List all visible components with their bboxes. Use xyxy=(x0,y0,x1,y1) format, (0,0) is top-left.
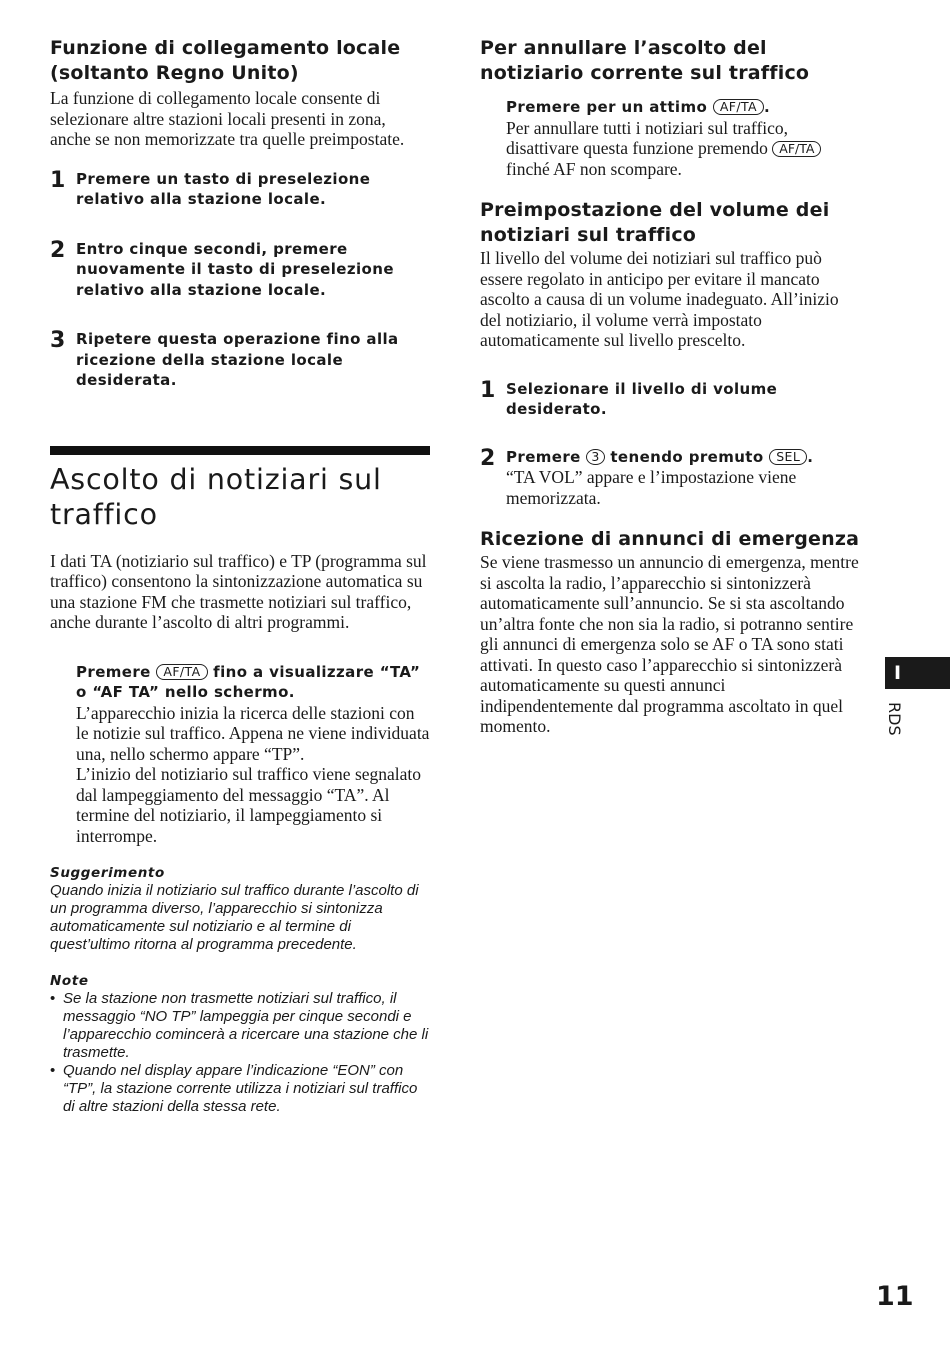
step-content xyxy=(506,447,860,509)
cancel-instruction xyxy=(506,97,860,179)
emergency-body: Se viene trasmesso un annuncio di emergenza, mentre si ascolta la radio, l’apparecchio si sintonizzerà automaticamente sull’annuncio. Se si sta ascoltando un’altra fonte che non sia la radio, si potranno sentire gli annunci di emergenza solo se AF o TA sono stati attivati. In questo caso l’apparecchio si sintonizzerà automaticamente su questi annunci indipendentemente dal programma ascoltato in quel momento. xyxy=(480,552,859,736)
traffic-section-title: Ascolto di notiziari sul traffico xyxy=(50,462,382,531)
notes-label: Note xyxy=(50,973,89,989)
step-text: Premere 3 tenendo premuto SEL . xyxy=(506,447,814,466)
volume-step-2 xyxy=(480,447,860,509)
instruction-text: Premere AF/TA fino a visualizzare “TA” o “AF TA” nello schermo. xyxy=(76,662,421,701)
af-ta-key: AF/TA xyxy=(713,99,764,115)
step-text: Entro cinque secondi, premere nuovamente il tasto di preselezione relativo alla stazione locale. xyxy=(76,239,394,299)
note-item xyxy=(50,990,430,1062)
tip-text: Quando inizia il notiziario sul traffico durante l’ascolto di un programma diverso, l’apparecchio si sintonizza automaticamente sul notiziario e al termine di quest’ultimo ritorna al programma precedente. xyxy=(50,882,419,953)
note-text: Se la stazione non trasmette notiziari sul traffico, il messaggio “NO TP” lampeggia per cinque secondi e l’apparecchio comincerà a ricercare una stazione che li trasmette. xyxy=(63,990,429,1061)
traffic-instruction xyxy=(76,662,430,847)
step-text: Ripetere questa operazione fino alla ricezione della stazione locale desiderata. xyxy=(76,330,399,389)
bullet-icon: • xyxy=(50,990,56,1007)
instruction-body-1: L’apparecchio inizia la ricerca delle stazioni con le notizie sul traffico. Appena ne viene individuata una, nello schermo appare “TP”. xyxy=(76,702,430,764)
emergency-title: Ricezione di annunci di emergenza xyxy=(480,528,860,550)
step-text: Premere un tasto di preselezione relativo alla stazione locale. xyxy=(76,169,371,208)
instruction-text: Premere per un attimo AF/TA . xyxy=(506,98,771,116)
local-link-title: Funzione di collegamento locale (soltanto Regno Unito) xyxy=(50,37,401,84)
bullet-icon: • xyxy=(50,1062,56,1079)
cancel-body: Per annullare tutti i notiziari sul traffico, disattivare questa funzione premendo AF/TA finché AF non scompare. xyxy=(506,118,860,180)
preset-3-key: 3 xyxy=(586,449,604,465)
page-number: 11 xyxy=(876,1281,914,1312)
local-link-step-1 xyxy=(50,169,430,210)
local-link-step-3 xyxy=(50,329,430,391)
step-number: 1 xyxy=(480,377,496,403)
note-text: Quando nel display appare l’indicazione “EON” con “TP”, la stazione corrente utilizza i notiziari sul traffico di altre stazioni della stessa rete. xyxy=(63,1062,418,1115)
step-number: 2 xyxy=(50,237,66,263)
volume-body: Il livello del volume dei notiziari sul traffico può essere regolato in anticipo per evitare il mancato ascolto a causa di un volume inadeguato. All’inizio del notiziario, il volume verrà impostato automaticamente sul livello prescelto. xyxy=(480,248,839,350)
volume-title: Preimpostazione del volume dei notiziari sul traffico xyxy=(480,199,830,246)
step-number: 3 xyxy=(50,328,66,353)
chapter-label xyxy=(879,702,909,742)
language-tab xyxy=(885,657,950,689)
local-link-step-2 xyxy=(50,239,430,301)
af-ta-key: AF/TA xyxy=(156,664,207,680)
step-number: 2 xyxy=(480,445,496,471)
cancel-title: Per annullare l’ascolto del notiziario corrente sul traffico xyxy=(480,37,810,84)
tip-label: Suggerimento xyxy=(50,865,165,881)
chapter-label-text: RDS xyxy=(885,702,904,736)
volume-step-1 xyxy=(480,379,860,420)
af-ta-key: AF/TA xyxy=(772,141,821,157)
step-text: Selezionare il livello di volume desiderato. xyxy=(506,379,778,418)
instruction-body-2: L’inizio del notiziario sul traffico viene segnalato dal lampeggiamento del messaggio “TA”. Al termine del notiziario, il lampeggiamento si interrompe. xyxy=(76,764,422,846)
sel-key: SEL xyxy=(769,449,807,465)
local-link-body: La funzione di collegamento locale consente di selezionare altre stazioni locali presenti in zona, anche se non memorizzate tra quelle preimpostate. xyxy=(50,88,405,149)
language-tab-letter: I xyxy=(894,662,902,684)
section-rule xyxy=(50,446,430,455)
step-number: 1 xyxy=(50,167,66,193)
step-body: “TA VOL” appare e l’impostazione viene memorizzata. xyxy=(506,467,797,508)
traffic-intro: I dati TA (notiziario sul traffico) e TP (programma sul traffico) consentono la sintonizzazione automatica su una stazione FM che trasmette notiziari sul traffico, anche durante l’ascolto di altri programmi. xyxy=(50,550,427,632)
right-column xyxy=(480,36,860,737)
left-column xyxy=(50,36,430,1116)
note-item xyxy=(50,1062,430,1116)
